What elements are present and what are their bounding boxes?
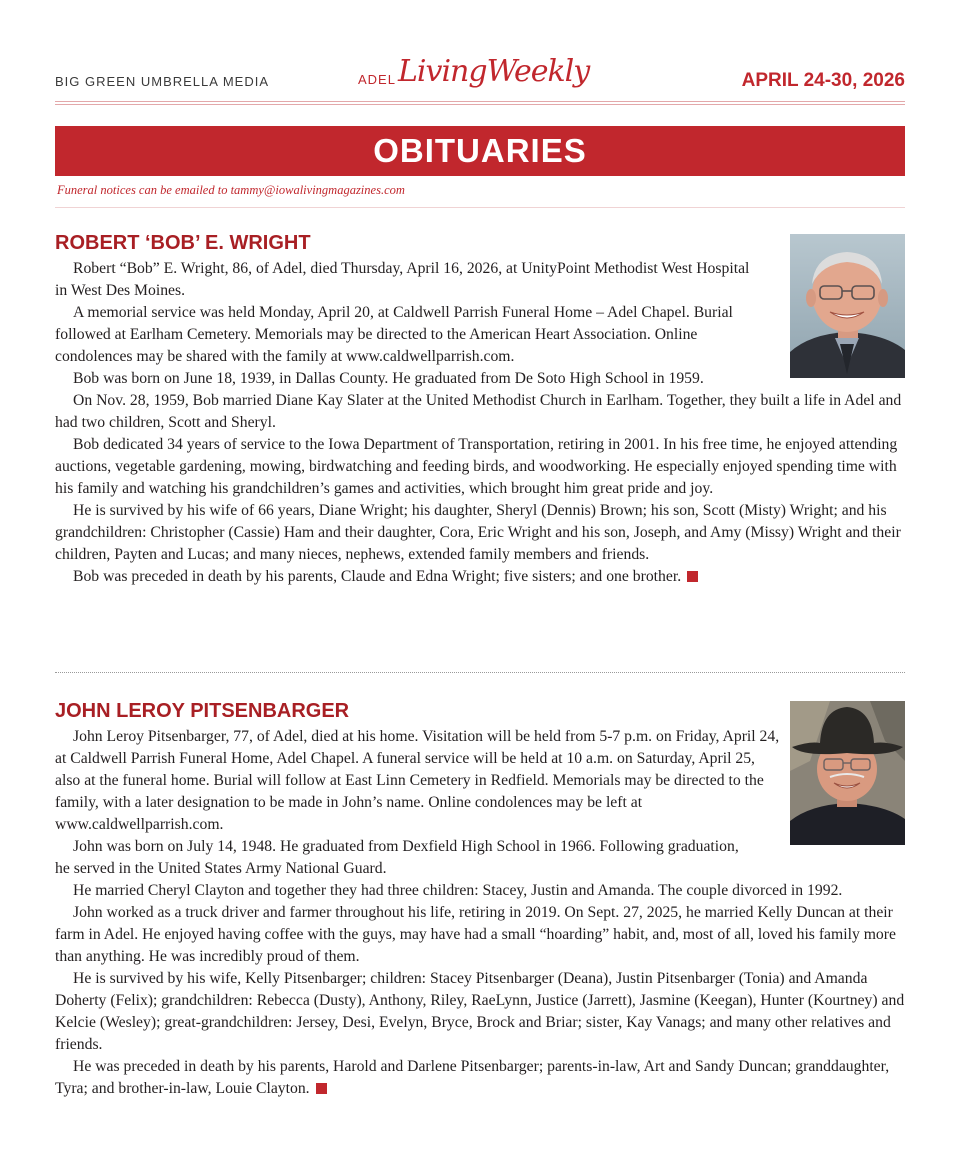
obituary-paragraph: He is survived by his wife of 66 years, Diane Wright; his daughter, Sheryl (Dennis) Brown; his son, Scott (Misty) Wright; and his grandchildren: Christopher (Cassie) Ham and their daughter, Cora, Eric Wright and his son, Joseph, and Amy (Missy) Wright and their children, Payten and Lucas; and many nieces, nephews, extended family members and friends. [55,502,901,563]
obituary-paragraph-text: He was preceded in death by his parents, Harold and Darlene Pitsenbarger; parents-in-law, Art and Sandy Duncan; granddaughter, Tyra; and brother-in-law, Louie Clayton. [55,1058,890,1097]
obituary-body [55,726,905,1100]
submission-notice: Funeral notices can be emailed to tammy@iowalivingmagazines.com [57,183,405,197]
section-title: OBITUARIES [373,132,587,169]
obituary-paragraph: Robert “Bob” E. Wright, 86, of Adel, died Thursday, April 16, 2026, at UnityPoint Methodist West Hospital in West Des Moines. [55,260,750,299]
section-banner [55,126,905,176]
obituary-paragraph: John was born on July 14, 1948. He graduated from Dexfield High School in 1966. Following graduation, he served in the United States Army National Guard. [55,838,739,877]
obituary-paragraph: Bob dedicated 34 years of service to the Iowa Department of Transportation, retiring in 2001. In his free time, he enjoyed attending auctions, vegetable gardening, mowing, birdwatching and feeding birds, and woodworking. He especially enjoyed spending time with his family and watching his grandchildren’s games and activities, which brought him great pride and joy. [55,436,898,497]
obituary-body [55,258,905,588]
obituary-name: JOHN LEROY PITSENBARGER [55,700,350,722]
end-mark-icon [687,571,698,582]
obituary-paragraph: John worked as a truck driver and farmer throughout his life, retiring in 2019. On Sept. 27, 2025, he married Kelly Duncan at their farm in Adel. He enjoyed having coffee with the guys, may have had a small “hoarding” habit, and, most of all, loved his family more than anything. He was incredibly proud of them. [55,904,896,965]
portrait-photo-icon [790,701,905,845]
obituary-divider [55,672,905,673]
notice-rule [55,207,905,208]
publisher-name: BIG GREEN UMBRELLA MEDIA [55,74,269,89]
obituary-paragraph: He married Cheryl Clayton and together they had three children: Stacey, Justin and Amanda. The couple divorced in 1992. [73,882,843,899]
masthead-city: ADEL [358,72,396,87]
obituary-paragraph: John Leroy Pitsenbarger, 77, of Adel, died at his home. Visitation will be held from 5-7 p.m. on Friday, April 24, at Caldwell Parrish Funeral Home, Adel Chapel. A funeral service will be held at 10 a.m. on Saturday, April 25, also at the funeral home. Burial will follow at East Linn Cemetery in Redfield. Memorials may be directed to the family, with a later designation to be made in John’s name. Online condolences may be left at www.caldwellparrish.com. [55,728,780,833]
obituary-paragraph: On Nov. 28, 1959, Bob married Diane Kay Slater at the United Methodist Church in Earlham. Together, they built a life in Adel and had two children, Scott and Sheryl. [55,392,902,431]
header-rule-secondary [55,104,905,105]
obituary-name: ROBERT ‘BOB’ E. WRIGHT [55,232,311,254]
portrait-photo-icon [790,234,905,378]
portrait-photo-robert-wright [790,234,905,378]
header-rule [55,101,905,102]
obituary-paragraph-text: Bob was preceded in death by his parents, Claude and Edna Wright; five sisters; and one brother. [73,568,682,585]
portrait-photo-john-pitsenbarger [790,701,905,845]
obituary-paragraph [55,566,905,588]
obituary-paragraph: Bob was born on June 18, 1939, in Dallas County. He graduated from De Soto High School in 1959. [73,370,704,387]
obituary-paragraph: A memorial service was held Monday, April 20, at Caldwell Parrish Funeral Home – Adel Chapel. Burial followed at Earlham Cemetery. Memorials may be directed to the American Heart Association. Online condolences may be shared with the family at www.caldwellparrish.com. [55,304,733,365]
issue-date: APRIL 24-30, 2026 [741,70,905,91]
end-mark-icon [316,1083,327,1094]
masthead-logo [355,54,590,98]
obituary-paragraph [55,1056,905,1100]
obituary-paragraph: He is survived by his wife, Kelly Pitsenbarger; children: Stacey Pitsenbarger (Deana), Justin Pitsenbarger (Tonia) and Amanda Doherty (Felix); grandchildren: Rebecca (Dusty), Anthony, Riley, RaeLynn, Justice (Jarrett), Jasmine (Keegan), Hunter (Kourtney) and Kelcie (Wesley); great-grandchildren: Jersey, Desi, Evelyn, Bryce, Brock and Briar; sister, Kay Vanags; and many other relatives and friends. [55,970,905,1053]
masthead-title: LivingWeekly [398,54,590,89]
page-header [55,54,905,100]
